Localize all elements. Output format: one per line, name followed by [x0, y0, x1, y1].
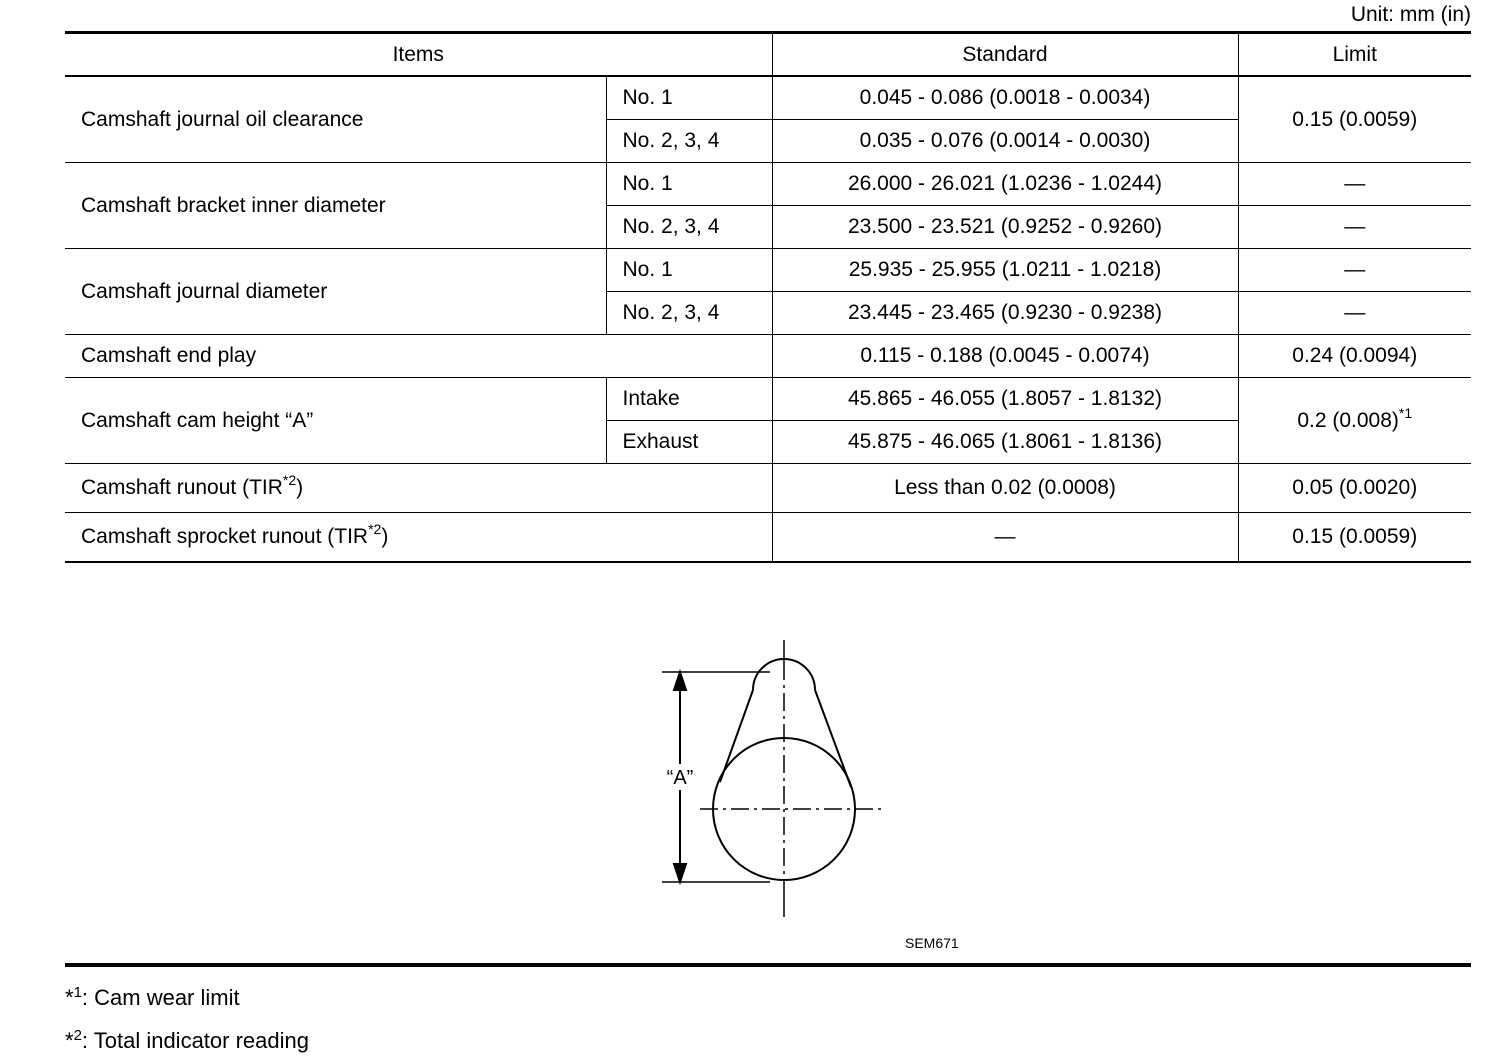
cam-flank-left [720, 690, 753, 782]
table-row [65, 335, 1471, 378]
table-header-row [65, 33, 1471, 77]
footnote-2 [65, 1027, 309, 1055]
limit-value [1238, 378, 1471, 464]
footnote-1 [65, 984, 240, 1012]
sub-item: No. 2, 3, 4 [606, 206, 772, 249]
item-label: Camshaft cam height “A” [65, 378, 606, 464]
sub-item: No. 2, 3, 4 [606, 292, 772, 335]
table-row [65, 464, 1471, 513]
limit-value: 0.24 (0.0094) [1238, 335, 1471, 378]
item-label [65, 464, 772, 513]
arrow-head-up [674, 672, 686, 690]
standard-value: 25.935 - 25.955 (1.0211 - 1.0218) [772, 249, 1238, 292]
divider-rule [65, 963, 1471, 967]
footnote-text: : Total indicator reading [81, 1028, 309, 1053]
sub-item: Intake [606, 378, 772, 421]
item-label: Camshaft journal diameter [65, 249, 606, 335]
figure-code: SEM671 [905, 935, 959, 951]
standard-value: 23.445 - 23.465 (0.9230 - 0.9238) [772, 292, 1238, 335]
item-label-end: ) [381, 525, 389, 548]
standard-value: 45.875 - 46.065 (1.8061 - 1.8136) [772, 421, 1238, 464]
standard-value: 0.115 - 0.188 (0.0045 - 0.0074) [772, 335, 1238, 378]
standard-value: 45.865 - 46.055 (1.8057 - 1.8132) [772, 378, 1238, 421]
unit-note: Unit: mm (in) [1350, 3, 1471, 26]
item-label-text: Camshaft runout (TIR [81, 476, 283, 499]
standard-value: — [772, 513, 1238, 563]
camshaft-spec-table [65, 31, 1471, 563]
standard-value: Less than 0.02 (0.0008) [772, 464, 1238, 513]
limit-value: — [1238, 292, 1471, 335]
limit-value: 0.05 (0.0020) [1238, 464, 1471, 513]
sub-item: Exhaust [606, 421, 772, 464]
header-limit: Limit [1238, 33, 1471, 77]
footnote-mark: *1 [1398, 404, 1413, 421]
standard-value: 23.500 - 23.521 (0.9252 - 0.9260) [772, 206, 1238, 249]
table-row [65, 76, 1471, 120]
limit-value: 0.15 (0.0059) [1238, 76, 1471, 163]
standard-value: 0.035 - 0.076 (0.0014 - 0.0030) [772, 120, 1238, 163]
item-label: Camshaft journal oil clearance [65, 76, 606, 163]
standard-value: 0.045 - 0.086 (0.0018 - 0.0034) [772, 76, 1238, 120]
item-label: Camshaft bracket inner diameter [65, 163, 606, 249]
limit-value: — [1238, 163, 1471, 206]
footnote-text: : Cam wear limit [81, 985, 240, 1010]
cam-flank-right [815, 690, 851, 787]
limit-text: 0.2 (0.008) [1297, 408, 1399, 432]
limit-value: — [1238, 249, 1471, 292]
item-label-end: ) [296, 476, 304, 499]
limit-value: 0.15 (0.0059) [1238, 513, 1471, 563]
footnote-mark-number: 2 [73, 1027, 82, 1044]
footnote-mark-prefix: * [65, 985, 74, 1010]
table-row [65, 378, 1471, 421]
item-label-text: Camshaft sprocket runout (TIR [81, 525, 369, 548]
footnote-mark-number: 1 [73, 984, 82, 1001]
header-standard: Standard [772, 33, 1238, 77]
header-items: Items [65, 33, 772, 77]
table-row [65, 513, 1471, 563]
limit-value: — [1238, 206, 1471, 249]
sub-item: No. 1 [606, 163, 772, 206]
cam-height-diagram [650, 632, 900, 932]
sub-item: No. 1 [606, 76, 772, 120]
item-label: Camshaft end play [65, 335, 772, 378]
item-label [65, 513, 772, 563]
standard-value: 26.000 - 26.021 (1.0236 - 1.0244) [772, 163, 1238, 206]
footnote-mark: *2 [282, 472, 297, 488]
footnote-mark-prefix: * [65, 1028, 74, 1053]
sub-item: No. 2, 3, 4 [606, 120, 772, 163]
table-row [65, 163, 1471, 206]
dimension-label: “A” [666, 767, 694, 789]
footnote-mark: *2 [368, 521, 382, 537]
table-row [65, 249, 1471, 292]
sub-item: No. 1 [606, 249, 772, 292]
arrow-head-down [674, 864, 686, 882]
